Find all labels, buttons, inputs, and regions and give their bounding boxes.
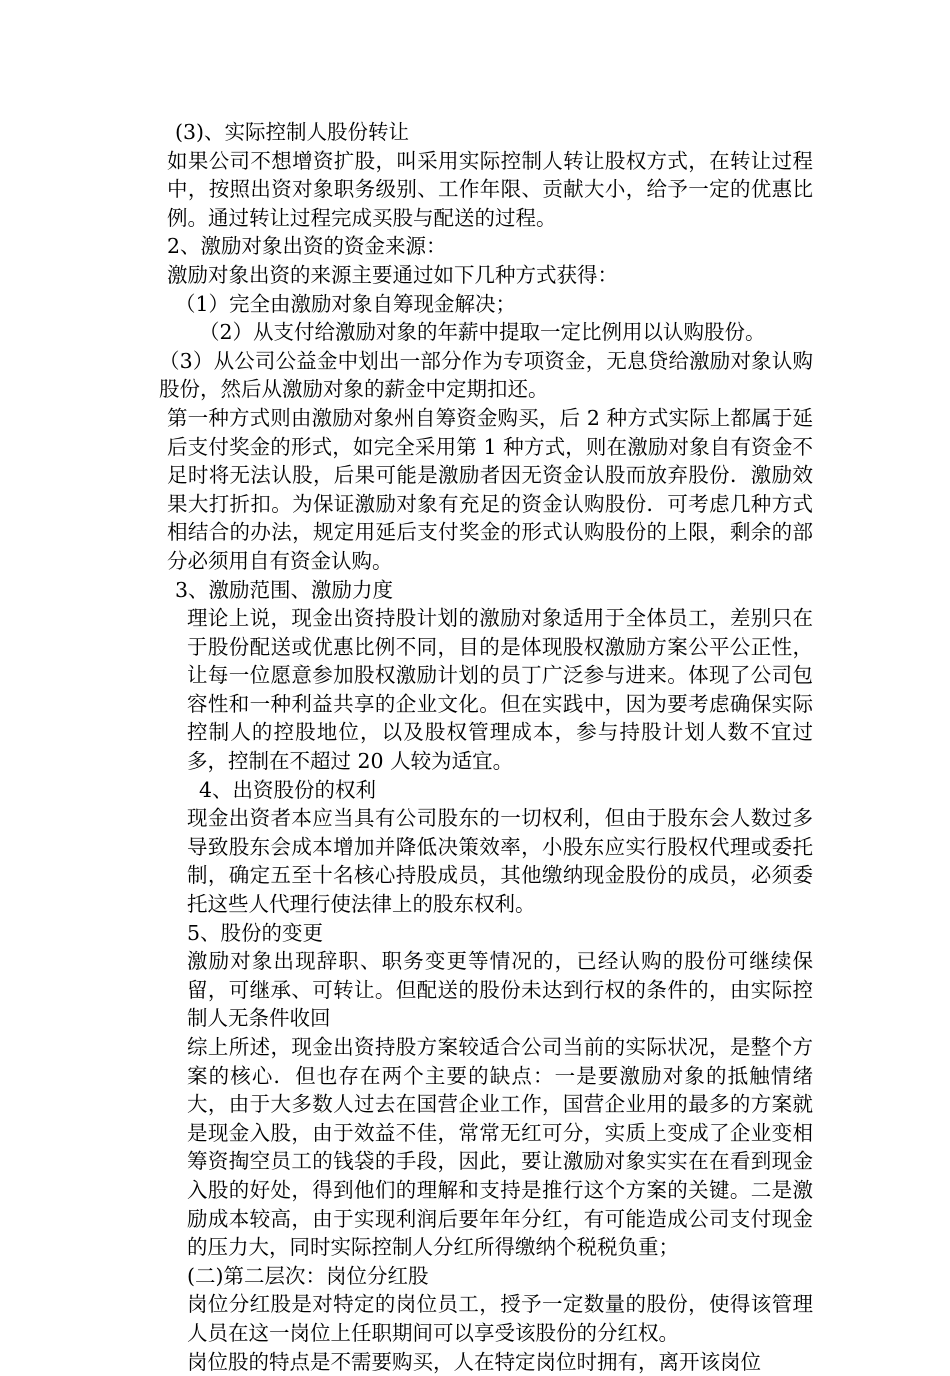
section-heading-second-level: (二)第二层次：岗位分红股	[187, 1263, 429, 1288]
paragraph-first-method: 第一种方式则由激励对象州自筹资金购买，后 2 种方式实际上都属于延后支付奖金的形式，如完全采用第 1 种方式，则在激励对象自有资金不足时将无法认股，后果可能是激励者因无资金认股而放弃股份．激励效果大打折扣。为保证激励对象有充足的资金认购股份．可考虑几种方式相结合的办法，规定用延后支付奖金的形式认购股份的上限，剩余的部分必须用自有资金认购。	[167, 405, 813, 573]
paragraph-share-change: 激励对象出现辞职、职务变更等情况的，已经认购的股份可继续保留，可继承、可转让。但配送的股份未达到行权的条件的，由实际控制人无条件收回	[187, 949, 813, 1031]
section-heading-rights: 4、出资股份的权利	[199, 777, 377, 802]
section-heading-share-change: 5、股份的变更	[187, 920, 324, 945]
section-heading-funding-source: 2、激励对象出资的资金来源：	[167, 234, 447, 259]
list-item-3: （3）从公司公益金中划出一部分作为专项资金，无息贷给激励对象认购股份，然后从激励对象的薪金中定期扣还。	[159, 348, 813, 402]
paragraph-scope: 理论上说，现金出资持股计划的激励对象适用于全体员工，差别只在于股份配送或优惠比例不同，目的是体现股权激励方案公平公正性，让每一位愿意参加股权激励计划的员丁广泛参与进来。体现了公司包容性和一种利益共享的企业文化。但在实践中，因为要考虑确保实际控制人的控股地位，以及股权管理成本，参与持股计划人数不宜过多，控制在不超过 20 人较为适宜。	[187, 606, 813, 774]
paragraph-rights: 现金出资者本应当具有公司股东的一切权利，但由于股东会人数过多导致股东会成本增加并降低决策效率，小股东应实行股权代理或委托制，确定五至十名核心持股成员，其他缴纳现金股份的成员，必须委托这些人代理行使法律上的股东权利。	[187, 806, 813, 917]
paragraph-funding-intro: 激励对象出资的来源主要通过如下几种方式获得：	[167, 262, 618, 287]
document-page	[143, 118, 813, 1376]
paragraph-position-dividend: 岗位分红股是对特定的岗位员工，授予一定数量的股份，使得该管理人员在这一岗位上任职期间可以享受该股份的分红权。	[187, 1292, 813, 1345]
section-heading-scope: 3、激励范围、激励力度	[175, 577, 394, 602]
paragraph-transfer: 如果公司不想增资扩股，叫采用实际控制人转让股权方式，在转让过程中，按照出资对象职务级别、工作年限、贡献大小，给予一定的优惠比例。通过转让过程完成买股与配送的过程。	[167, 148, 813, 230]
list-item-2: （2）从支付给激励对象的年薪中提取一定比例用以认购股份。	[199, 320, 766, 345]
paragraph-summary: 综上所述，现金出资持股方案较适合公司当前的实际状况，是整个方案的核心．但也存在两个主要的缺点：一是要激励对象的抵触情绪大，由于大多数人过去在国营企业工作，国营企业用的最多的方案就是现金入股，由于效益不佳，常常无红可分，实质上变成了企业变相筹资掏空员工的钱袋的手段，因此，要让激励对象实实在在看到现金入股的好处，得到他们的理解和支持是推行这个方案的关键。二是激励成本较高，由于实现利润后要年年分红，有可能造成公司支付现金的压力大，同时实际控制人分红所得缴纳个税税负重；	[187, 1035, 813, 1260]
section-heading-transfer: (3)、实际控制人股份转让	[175, 120, 410, 144]
paragraph-position-feature: 岗位股的特点是不需要购买，人在特定岗位时拥有，离开该岗位	[187, 1349, 761, 1374]
list-item-1: （1）完全由激励对象自筹现金解决；	[175, 291, 517, 316]
